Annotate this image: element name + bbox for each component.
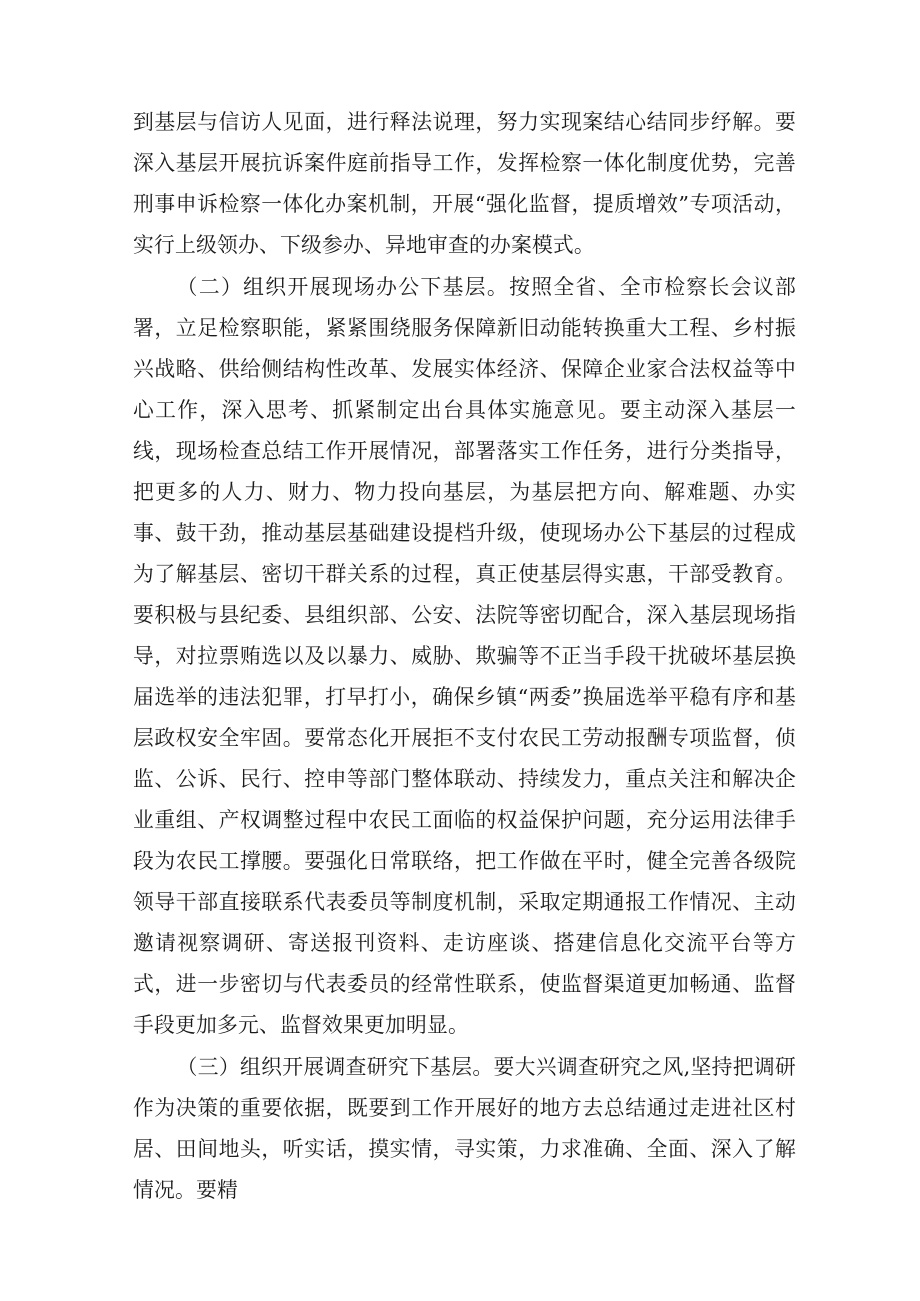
paragraph-continuation: 到基层与信访人见面，进行释法说理，努力实现案结心结同步纾解。要深入基层开展抗诉案件庭前指导工作，发挥检察一体化制度优势，完善刑事申诉检察一体化办案机制，开展“强化监督，提质增效”专项活动，实行上级领办、下级参办、异地审查的办案模式。	[133, 110, 796, 257]
paragraph-section-2: （二）组织开展现场办公下基层。按照全省、全市检察长会议部署，立足检察职能，紧紧围绕服务保障新旧动能转换重大工程、乡村振兴战略、供给侧结构性改革、发展实体经济、保障企业家合法权益等中心工作，深入思考、抓紧制定出台具体实施意见。要主动深入基层一线，现场检查总结工作开展情况，部署落实工作任务，进行分类指导，把更多的人力、财力、物力投向基层，为基层把方向、解难题、办实事、鼓干劲，推动基层基础建设提档升级，使现场办公下基层的过程成为了解基层、密切干群关系的过程，真正使基层得实惠，干部受教育。要积极与县纪委、县组织部、公安、法院等密切配合，深入基层现场指导，对拉票贿选以及以暴力、威胁、欺骗等不正当手段干扰破坏基层换届选举的违法犯罪，打早打小，确保乡镇“两委”换届选举平稳有序和基层政权安全牢固。要常态化开展拒不支付农民工劳动报酬专项监督，侦监、公诉、民行、控申等部门整体联动、持续发力，重点关注和解决企业重组、产权调整过程中农民工面临的权益保护问题，充分运用法律手段为农民工撑腰。要强化日常联络，把工作做在平时，健全完善各级院领导干部直接联系代表委员等制度机制，采取定期通报工作情况、主动邀请视察调研、寄送报刊资料、走访座谈、搭建信息化交流平台等方式，进一步密切与代表委员的经常性联系，使监督渠道更加畅通、监督手段更加多元、监督效果更加明显。	[133, 275, 796, 1037]
document-body	[133, 102, 796, 1211]
paragraph-section-3: （三）组织开展调查研究下基层。要大兴调查研究之风,坚持把调研作为决策的重要依据，既要到工作开展好的地方去总结通过走进社区村居、田间地头，听实话，摸实情，寻实策，力求准确、全面、深入了解情况。要精	[133, 1055, 796, 1202]
